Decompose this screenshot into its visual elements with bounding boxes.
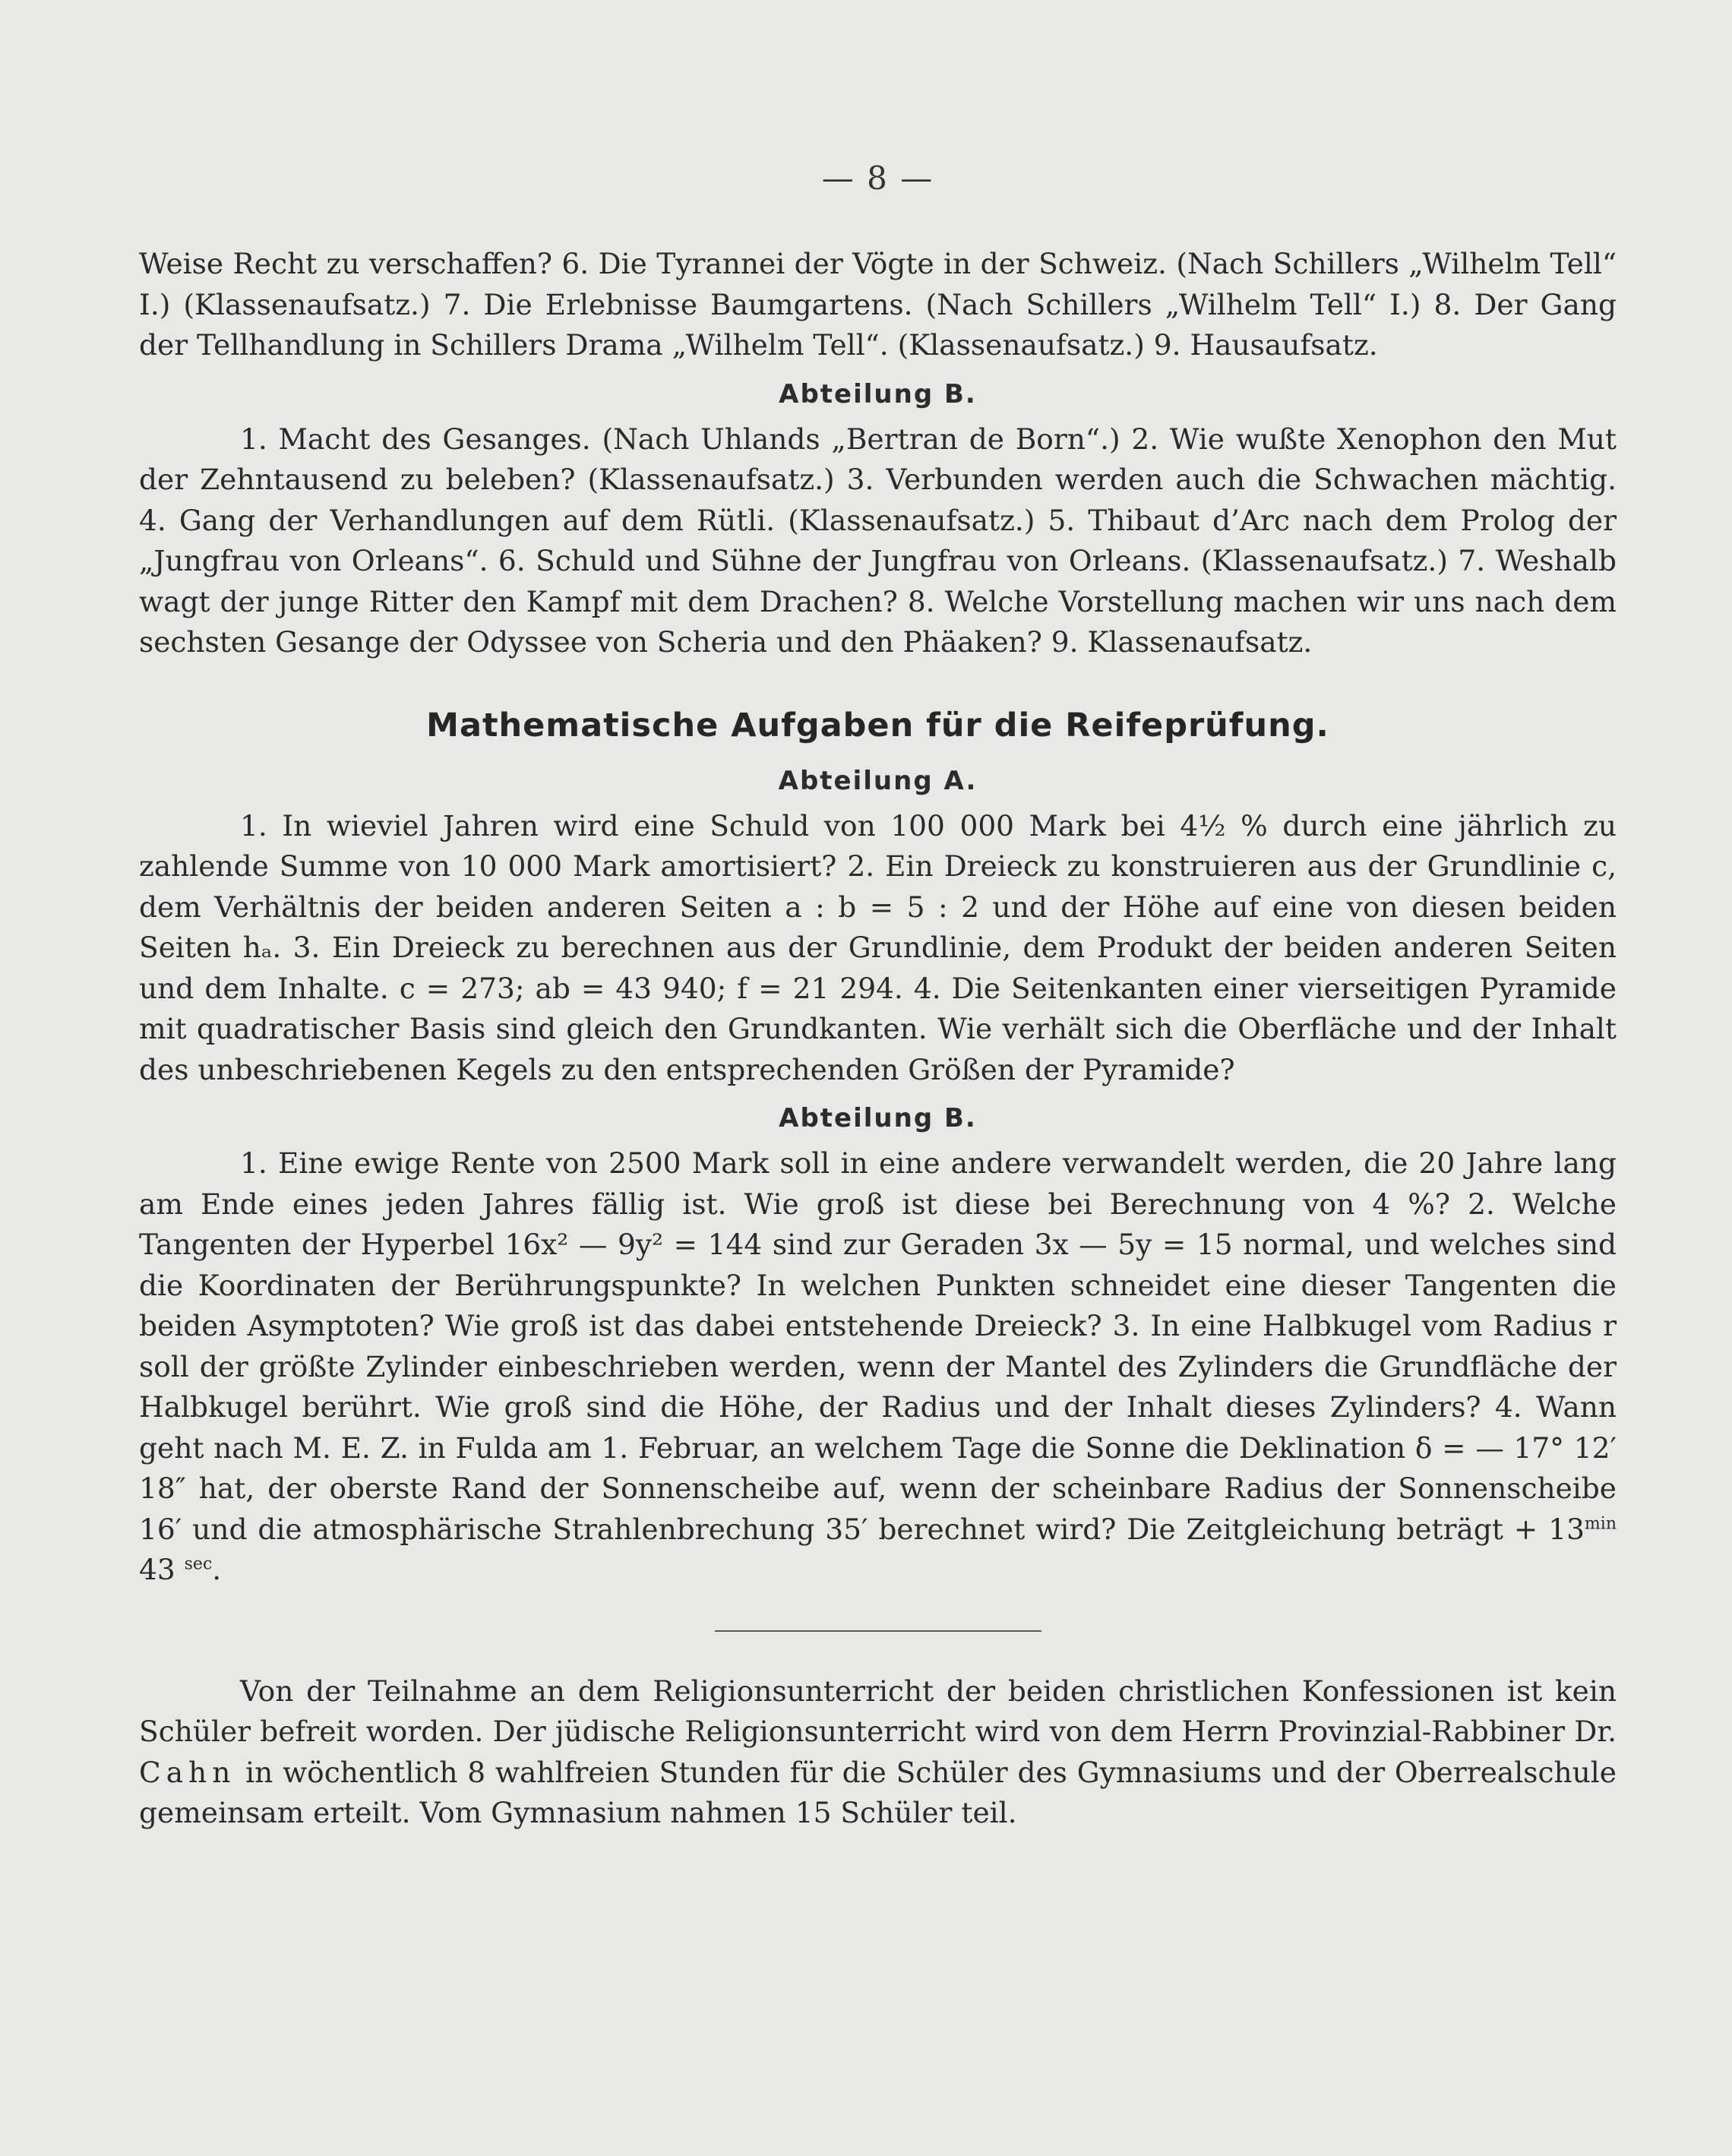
german-section-b-heading: Abteilung B. [779, 378, 977, 409]
german-essays-continuation: Weise Recht zu verschaffen? 6. Die Tyrannei der Vögte in der Schweiz. (Nach Schillers „Wilhelm Tell“ I.) (Klassenaufsatz.) 7. Die Erlebnisse Baumgartens. (Nach Schillers „Wilhelm Tell“ I.) 8. Der Gang der Tellhandlung in Schillers Drama „Wilhelm Tell“. (Klassenaufsatz.) 9. Hausaufsatz. [139, 247, 1617, 362]
math-section-b-heading: Abteilung B. [779, 1103, 977, 1133]
math-section-b-end: . [212, 1553, 222, 1586]
seconds-value: 43 [139, 1553, 185, 1586]
german-section-b-text: 1. Macht des Gesanges. (Nach Uhlands „Bertran de Born“.) 2. Wie wußte Xenophon den Mut der Zehntausend zu beleben? (Klassenaufsatz.) 3. Verbunden werden auch die Schwachen mächtig. 4. Gang der Verhandlungen auf dem Rütli. (Klassenaufsatz.) 5. Thibaut d’Arc nach dem Prolog der „Jungfrau von Orleans“. 6. Schuld und Sühne der Jungfrau von Orleans. (Klassenaufsatz.) 7. Weshalb wagt der junge Ritter den Kampf mit dem Drachen? 8. Welche Vorstellung machen wir uns nach dem sechsten Gesange der Odyssee von Scheria und den Phäaken? 9. Klassenaufsatz. [139, 422, 1617, 659]
page-number: — 8 — [821, 160, 934, 197]
math-section-a-heading: Abteilung A. [778, 765, 978, 796]
minutes-superscript: min [1584, 1514, 1617, 1533]
math-section-a-text: 1. In wieviel Jahren wird eine Schuld von 100 000 Mark bei 4½ % durch eine jährlich zu zahlende Summe von 10 000 Mark amortisiert? 2. Ein Dreieck zu konstruieren aus der Grundlinie c, dem Verhältnis der beiden anderen Seiten a : b = 5 : 2 und der Höhe auf eine von diesen beiden Seiten hₐ. 3. Ein Dreieck zu berechnen aus der Grundlinie, dem Produkt der beiden anderen Seiten und dem Inhalte. c = 273; ab = 43 940; f = 21 294. 4. Die Seitenkanten einer vierseitigen Pyramide mit quadratischer Basis sind gleich den Grundkanten. Wie verhält sich die Oberfläche und der Inhalt des unbeschriebenen Kegels zu den entsprechenden Größen der Pyramide? [139, 808, 1617, 1086]
rabbi-name: Cahn [139, 1755, 236, 1789]
math-section-b-text [139, 1143, 1617, 1591]
page-content [139, 160, 1617, 1834]
section-divider [715, 1630, 1041, 1632]
math-section-b-body: 1. Eine ewige Rente von 2500 Mark soll in eine andere verwandelt werden, die 20 Jahre lang am Ende eines jeden Jahres fällig ist. Wie groß ist diese bei Berechnung von 4 %? 2. Welche Tangenten der Hyperbel 16x² — 9y² = 144 sind zur Geraden 3x — 5y = 15 normal, und welches sind die Koordinaten der Berührungspunkte? In welchen Punkten schneidet eine dieser Tangenten die beiden Asymptoten? Wie groß ist das dabei entstehende Dreieck? 3. In eine Halbkugel vom Radius r soll der größte Zylinder einbeschrieben werden, wenn der Mantel des Zylinders die Grundfläche der Halbkugel berührt. Wie groß sind die Höhe, der Radius und der Inhalt dieses Zylinders? 4. Wann geht nach M. E. Z. in Fulda am 1. Februar, an welchem Tage die Sonne die Deklination δ = — 17° 12′ 18″ hat, der oberste Rand der Sonnenscheibe auf, wenn der scheinbare Radius der Sonnenscheibe 16′ und die atmosphärische Strahlenbrechung 35′ berechnet wird? Die Zeitgleichung beträgt + 13 [139, 1146, 1617, 1546]
religion-paragraph [139, 1671, 1617, 1834]
math-exam-title: Mathematische Aufgaben für die Reifeprüfung. [426, 706, 1329, 744]
religion-text-start: Von der Teilnahme an dem Religionsunterricht der beiden christlichen Konfessionen ist kein Schüler befreit worden. Der jüdische Religionsunterricht wird von dem Herrn Provinzial-Rabbiner Dr. [139, 1674, 1617, 1748]
seconds-superscript: sec [184, 1554, 213, 1574]
religion-text-end: in wöchentlich 8 wahlfreien Stunden für die Schüler des Gymnasiums und der Oberrealschule gemeinsam erteilt. Vom Gymnasium nahmen 15 Schüler teil. [139, 1755, 1617, 1829]
